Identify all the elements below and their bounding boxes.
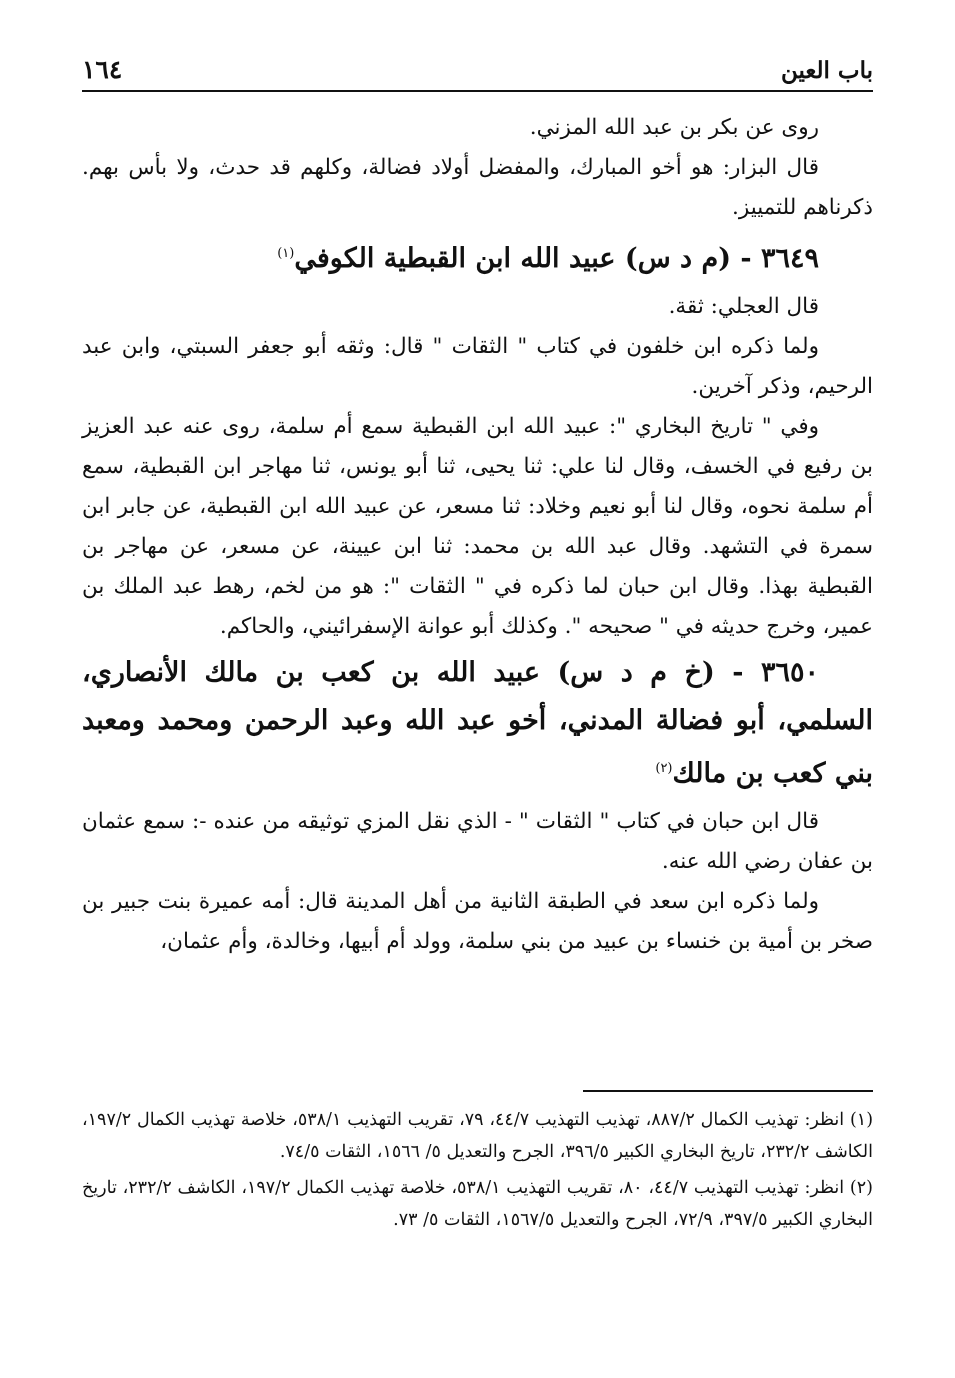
entry-heading-text: ٣٦٥٠ - (خ م د س) عبيد الله بن كعب بن مالك الأنصاري، السلمي، أبو فضالة المدني، أخو عبد الله وعبد الرحمن ومحمد ومعبد بني كعب بن مالك (82, 657, 873, 789)
footnote: (٢) انظر: تهذيب التهذيب ٤٤/٧، ٨٠، تقريب التهذيب ٥٣٨/١، خلاصة تهذيب الكمال ١٩٧/٢، الكاشف ٢٣٢/٢، تاريخ البخاري الكبير ٣٩٧/٥، ٧٢/٩، الجرح والتعديل ١٥٦٧/٥، الثقات ٥/ ٧٣. (82, 1178, 873, 1230)
footnote-divider (583, 1090, 873, 1092)
footnotes (82, 1090, 873, 1240)
paragraph: ولما ذكره ابن سعد في الطبقة الثانية من أهل المدينة قال: أمه عميرة بنت جبير بن صخر بن أمية بن خنساء بن عبيد من بني سلمة، وولد أم أبيها، وخالدة، وأم عثمان، (82, 889, 873, 954)
page-number: ١٦٤ (82, 55, 123, 84)
paragraph: ولما ذكره ابن خلفون في كتاب " الثقات " قال: وثقه أبو جعفر السبتي، وابن عبد الرحيم، وذكر آخرين. (82, 334, 873, 399)
entry-heading (82, 230, 873, 283)
paragraph: وفي " تاريخ البخاري ": عبيد الله ابن القبطية سمع أم سلمة، روى عنه عبد العزيز بن رفيع في الخسف، وقال لنا علي: ثنا يحيى، ثنا أبو يونس، ثنا مهاجر ابن القبطية، سمع أم سلمة نحوه، وقال لنا أبو نعيم وخلاد: ثنا مسعر، عن عبيد الله ابن القبطية، عن جابر ابن سمرة في التشهد. وقال عبد الله بن محمد: ثنا ابن عيينة، عن مسعر، عن مهاجر بن القبطية بهذا. وقال ابن حبان لما ذكره في " الثقات ": هو من لخم، رهط عبد الملك بن عمير، وخرج حديثه في " صحيحه ". وكذلك أبو عوانة الإسفرائيني، والحاكم. (82, 414, 873, 639)
running-header (82, 50, 873, 92)
entry-heading-text: ٣٦٤٩ - (م د س) عبيد الله ابن القبطية الكوفي (294, 243, 819, 274)
chapter-title: باب العين (780, 57, 873, 84)
paragraph: قال ابن حبان في كتاب " الثقات " - الذي نقل المزي توثيقه من عنده -: سمع عثمان بن عفان رضي الله عنه. (82, 809, 873, 874)
paragraph: قال البزار: هو أخو المبارك، والمفضل أولاد فضالة، وكلهم قد حدث، ولا بأس بهم. ذكرناهم للتمييز. (82, 155, 873, 220)
paragraph: قال العجلي: ثقة. (668, 294, 819, 319)
entry-heading (82, 649, 873, 798)
footnote: (١) انظر: تهذيب الكمال ٨٨٧/٢، تهذيب التهذيب ٤٤/٧، ٧٩، تقريب التهذيب ٥٣٨/١، خلاصة تهذيب الكمال ١٩٧/٢، الكاشف ٢٣٢/٢، تاريخ البخاري الكبير ٣٩٦/٥، الجرح والتعديل ٥/ ١٥٦٦، الثقات ٧٤/٥. (82, 1110, 874, 1162)
footnote-marker: (٢) (655, 761, 673, 776)
main-text (82, 108, 873, 962)
footnote-marker: (١) (277, 246, 295, 261)
paragraph: روى عن بكر بن عبد الله المزني. (529, 115, 819, 140)
